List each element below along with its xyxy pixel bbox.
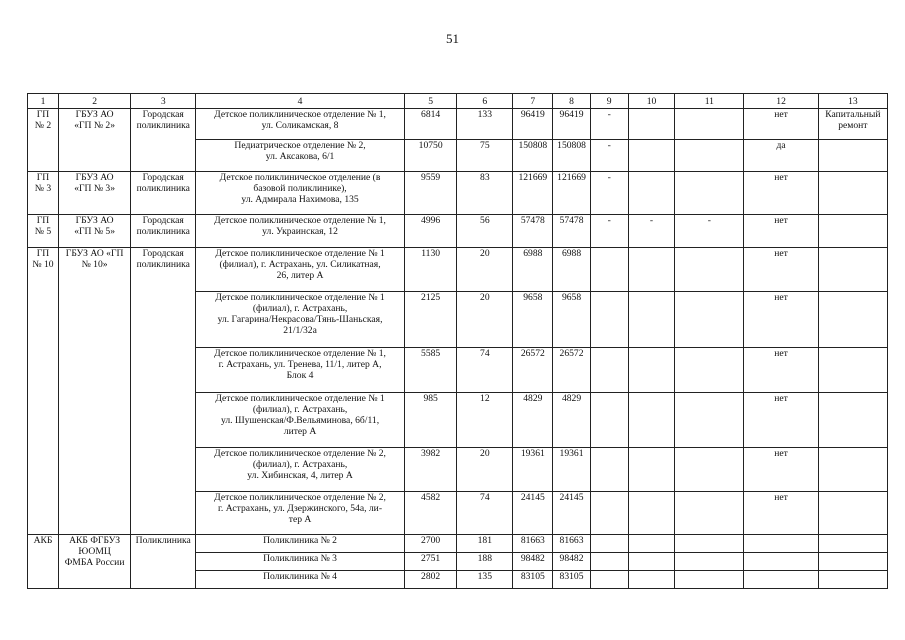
- value-cell-12: нет: [744, 215, 818, 248]
- value-cell-5: 10750: [404, 140, 457, 172]
- value-cell-8: 24145: [553, 492, 590, 535]
- column-header: 6: [457, 94, 513, 109]
- table-row: [28, 248, 888, 292]
- department-cell: Поликлиника № 3: [196, 553, 405, 571]
- value-cell-10: [628, 292, 674, 348]
- value-cell-12: нет: [744, 109, 818, 140]
- value-cell-13: [818, 492, 887, 535]
- value-cell-6: 83: [457, 172, 513, 215]
- facility-type-cell: Городская поликлиника: [131, 172, 196, 215]
- value-cell-9: [590, 448, 628, 492]
- value-cell-11: [675, 553, 744, 571]
- value-cell-9: [590, 535, 628, 553]
- value-cell-6: 56: [457, 215, 513, 248]
- value-cell-8: 83105: [553, 571, 590, 589]
- column-header: 12: [744, 94, 818, 109]
- value-cell-10: [628, 140, 674, 172]
- value-cell-8: 98482: [553, 553, 590, 571]
- department-cell: Детское поликлиническое отделение № 2, (филиал), г. Астрахань, ул. Хибинская, 4, литер А: [196, 448, 405, 492]
- value-cell-12: [744, 535, 818, 553]
- district-cell: ГП № 3: [28, 172, 59, 215]
- value-cell-6: 188: [457, 553, 513, 571]
- value-cell-11: -: [675, 215, 744, 248]
- department-cell: Детское поликлиническое отделение № 1, ул. Соликамская, 8: [196, 109, 405, 140]
- value-cell-8: 121669: [553, 172, 590, 215]
- department-cell: Детское поликлиническое отделение № 1 (филиал), г. Астрахань, ул. Силикатная, 26, литер А: [196, 248, 405, 292]
- value-cell-12: нет: [744, 348, 818, 393]
- value-cell-12: нет: [744, 448, 818, 492]
- value-cell-12: да: [744, 140, 818, 172]
- value-cell-8: 4829: [553, 393, 590, 448]
- value-cell-5: 1130: [404, 248, 457, 292]
- value-cell-5: 985: [404, 393, 457, 448]
- table-body: [28, 109, 888, 589]
- value-cell-6: 20: [457, 448, 513, 492]
- value-cell-6: 135: [457, 571, 513, 589]
- facility-type-cell: Городская поликлиника: [131, 109, 196, 172]
- value-cell-11: [675, 172, 744, 215]
- department-cell: Поликлиника № 4: [196, 571, 405, 589]
- value-cell-11: [675, 109, 744, 140]
- value-cell-7: 6988: [513, 248, 553, 292]
- header-row: [28, 94, 888, 109]
- column-header: 4: [196, 94, 405, 109]
- facility-type-cell: Поликлиника: [131, 535, 196, 589]
- value-cell-9: [590, 492, 628, 535]
- column-header: 13: [818, 94, 887, 109]
- value-cell-13: Капитальный ремонт: [818, 109, 887, 140]
- column-header: 8: [553, 94, 590, 109]
- value-cell-9: -: [590, 140, 628, 172]
- department-cell: Педиатрическое отделение № 2, ул. Аксакова, 6/1: [196, 140, 405, 172]
- value-cell-13: [818, 292, 887, 348]
- column-header: 3: [131, 94, 196, 109]
- page-number: 51: [446, 31, 459, 46]
- value-cell-6: 20: [457, 248, 513, 292]
- column-header: 11: [675, 94, 744, 109]
- value-cell-6: 181: [457, 535, 513, 553]
- facilities-table: [27, 93, 888, 589]
- value-cell-13: [818, 215, 887, 248]
- value-cell-10: -: [628, 215, 674, 248]
- value-cell-8: 57478: [553, 215, 590, 248]
- department-cell: Детское поликлиническое отделение № 1, ул. Украинская, 12: [196, 215, 405, 248]
- value-cell-13: [818, 348, 887, 393]
- department-cell: Детское поликлиническое отделение № 2, г. Астрахань, ул. Дзержинского, 54а, ли- тер А: [196, 492, 405, 535]
- value-cell-5: 2125: [404, 292, 457, 348]
- table-row: [28, 172, 888, 215]
- value-cell-9: -: [590, 172, 628, 215]
- value-cell-7: 26572: [513, 348, 553, 393]
- institution-cell: ГБУЗ АО «ГП № 10»: [58, 248, 130, 535]
- value-cell-10: [628, 109, 674, 140]
- value-cell-11: [675, 292, 744, 348]
- value-cell-12: нет: [744, 393, 818, 448]
- value-cell-6: 12: [457, 393, 513, 448]
- value-cell-9: [590, 292, 628, 348]
- district-cell: ГП № 2: [28, 109, 59, 172]
- district-cell: ГП № 5: [28, 215, 59, 248]
- institution-cell: АКБ ФГБУЗ ЮОМЦ ФМБА России: [58, 535, 130, 589]
- value-cell-13: [818, 172, 887, 215]
- value-cell-8: 6988: [553, 248, 590, 292]
- value-cell-7: 81663: [513, 535, 553, 553]
- column-header: 5: [404, 94, 457, 109]
- value-cell-10: [628, 348, 674, 393]
- institution-cell: ГБУЗ АО «ГП № 5»: [58, 215, 130, 248]
- value-cell-8: 150808: [553, 140, 590, 172]
- value-cell-9: -: [590, 109, 628, 140]
- department-cell: Поликлиника № 2: [196, 535, 405, 553]
- value-cell-10: [628, 448, 674, 492]
- district-cell: ГП № 10: [28, 248, 59, 535]
- value-cell-6: 133: [457, 109, 513, 140]
- value-cell-11: [675, 535, 744, 553]
- value-cell-12: нет: [744, 292, 818, 348]
- department-cell: Детское поликлиническое отделение № 1 (филиал), г. Астрахань, ул. Шушенская/Ф.Вельяминова, 6б/11, литер А: [196, 393, 405, 448]
- value-cell-6: 74: [457, 492, 513, 535]
- value-cell-5: 2700: [404, 535, 457, 553]
- value-cell-11: [675, 492, 744, 535]
- value-cell-10: [628, 571, 674, 589]
- value-cell-8: 9658: [553, 292, 590, 348]
- department-cell: Детское поликлиническое отделение № 1, г. Астрахань, ул. Тренева, 11/1, литер А, Блок 4: [196, 348, 405, 393]
- value-cell-10: [628, 553, 674, 571]
- value-cell-8: 19361: [553, 448, 590, 492]
- value-cell-6: 75: [457, 140, 513, 172]
- value-cell-7: 96419: [513, 109, 553, 140]
- value-cell-13: [818, 553, 887, 571]
- column-header: 2: [58, 94, 130, 109]
- value-cell-9: [590, 348, 628, 393]
- value-cell-7: 121669: [513, 172, 553, 215]
- table-row: [28, 535, 888, 553]
- value-cell-7: 98482: [513, 553, 553, 571]
- value-cell-13: [818, 535, 887, 553]
- value-cell-11: [675, 140, 744, 172]
- institution-cell: ГБУЗ АО «ГП № 2»: [58, 109, 130, 172]
- value-cell-12: [744, 571, 818, 589]
- value-cell-10: [628, 248, 674, 292]
- value-cell-5: 4582: [404, 492, 457, 535]
- value-cell-8: 26572: [553, 348, 590, 393]
- value-cell-13: [818, 248, 887, 292]
- table-row: [28, 109, 888, 140]
- table-row: [28, 215, 888, 248]
- value-cell-9: [590, 553, 628, 571]
- value-cell-10: [628, 172, 674, 215]
- value-cell-5: 2751: [404, 553, 457, 571]
- value-cell-13: [818, 448, 887, 492]
- value-cell-5: 4996: [404, 215, 457, 248]
- value-cell-6: 20: [457, 292, 513, 348]
- department-cell: Детское поликлиническое отделение № 1 (филиал), г. Астрахань, ул. Гагарина/Некрасова/Тянь-Шаньская, 21/1/32а: [196, 292, 405, 348]
- value-cell-10: [628, 393, 674, 448]
- value-cell-12: нет: [744, 172, 818, 215]
- value-cell-7: 83105: [513, 571, 553, 589]
- value-cell-9: [590, 571, 628, 589]
- value-cell-7: 150808: [513, 140, 553, 172]
- department-cell: Детское поликлиническое отделение (в базовой поликлинике), ул. Адмирала Нахимова, 135: [196, 172, 405, 215]
- value-cell-11: [675, 393, 744, 448]
- value-cell-12: нет: [744, 492, 818, 535]
- value-cell-7: 4829: [513, 393, 553, 448]
- value-cell-12: [744, 553, 818, 571]
- value-cell-9: -: [590, 215, 628, 248]
- value-cell-13: [818, 140, 887, 172]
- column-header: 1: [28, 94, 59, 109]
- value-cell-9: [590, 248, 628, 292]
- value-cell-11: [675, 348, 744, 393]
- district-cell: АКБ: [28, 535, 59, 589]
- value-cell-5: 6814: [404, 109, 457, 140]
- value-cell-9: [590, 393, 628, 448]
- column-header: 10: [628, 94, 674, 109]
- value-cell-7: 57478: [513, 215, 553, 248]
- institution-cell: ГБУЗ АО «ГП № 3»: [58, 172, 130, 215]
- value-cell-5: 9559: [404, 172, 457, 215]
- value-cell-12: нет: [744, 248, 818, 292]
- value-cell-7: 9658: [513, 292, 553, 348]
- value-cell-7: 24145: [513, 492, 553, 535]
- value-cell-7: 19361: [513, 448, 553, 492]
- facility-type-cell: Городская поликлиника: [131, 248, 196, 535]
- value-cell-8: 96419: [553, 109, 590, 140]
- value-cell-13: [818, 393, 887, 448]
- value-cell-10: [628, 492, 674, 535]
- value-cell-5: 3982: [404, 448, 457, 492]
- value-cell-5: 5585: [404, 348, 457, 393]
- value-cell-5: 2802: [404, 571, 457, 589]
- column-header: 9: [590, 94, 628, 109]
- value-cell-6: 74: [457, 348, 513, 393]
- value-cell-8: 81663: [553, 535, 590, 553]
- value-cell-11: [675, 248, 744, 292]
- value-cell-11: [675, 448, 744, 492]
- facility-type-cell: Городская поликлиника: [131, 215, 196, 248]
- value-cell-11: [675, 571, 744, 589]
- value-cell-10: [628, 535, 674, 553]
- value-cell-13: [818, 571, 887, 589]
- column-header: 7: [513, 94, 553, 109]
